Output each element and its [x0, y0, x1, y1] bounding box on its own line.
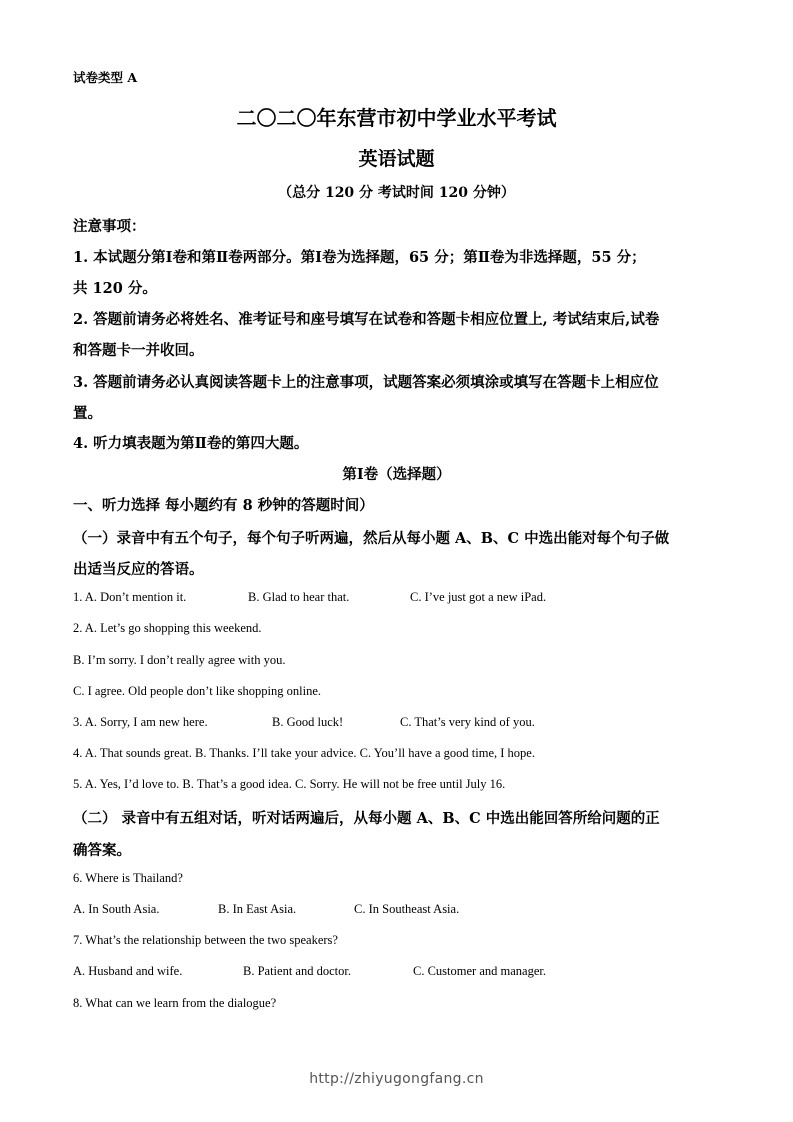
notice-item-2-line-1: 2. 答题前请务必将姓名、准考证号和座号填写在试卷和答题卡相应位置上, 考试结束后,试卷 — [73, 311, 660, 328]
question-5: 5. A. Yes, I’d love to. B. That’s a good idea. C. Sorry. He will not be free until July 16. — [73, 777, 506, 791]
part-1-instruction-line-2: 出适当反应的答语。 — [73, 561, 204, 578]
paper-type-label: 试卷类型 A — [73, 70, 138, 85]
q1-option-a: 1. A. Don’t mention it. — [73, 590, 187, 604]
notice-item-4: 4. 听力填表题为第Ⅱ卷的第四大题。 — [73, 435, 309, 452]
part-1-instruction-line-1: （一）录音中有五个句子，每个句子听两遍，然后从每小题 A、B、C 中选出能对每个句子做 — [73, 530, 670, 547]
q3-option-b: B. Good luck! — [272, 715, 344, 729]
question-7: 7. What’s the relationship between the two speakers? — [73, 933, 338, 947]
q2-option-a: 2. A. Let’s go shopping this weekend. — [73, 621, 262, 635]
question-7-options — [73, 964, 546, 979]
notice-item-3-line-2: 置。 — [73, 405, 102, 422]
notice-item-1-line-1: 1. 本试题分第Ⅰ卷和第Ⅱ卷两部分。第Ⅰ卷为选择题，65 分；第Ⅱ卷为非选择题，55 分； — [73, 249, 646, 266]
q6-option-b: B. In East Asia. — [218, 902, 297, 916]
notice-heading: 注意事项： — [73, 218, 146, 235]
q7-option-a: A. Husband and wife. — [73, 964, 183, 978]
question-6: 6. Where is Thailand? — [73, 871, 183, 885]
q6-option-c: C. In Southeast Asia. — [354, 902, 460, 916]
part-2-instruction-line-2: 确答案。 — [73, 842, 131, 859]
question-1 — [73, 590, 547, 605]
notice-item-2-line-2: 和答题卡一并收回。 — [73, 342, 204, 359]
exam-subtitle: 英语试题 — [358, 148, 435, 170]
q1-option-c: C. I’ve just got a new iPad. — [410, 590, 547, 604]
exam-title: 二〇二〇年东营市初中学业水平考试 — [236, 106, 557, 130]
notice-item-1-line-2: 共 120 分。 — [73, 280, 157, 297]
q7-option-c: C. Customer and manager. — [413, 964, 546, 978]
volume-title: 第Ⅰ卷（选择题） — [342, 466, 451, 483]
q7-option-b: B. Patient and doctor. — [243, 964, 351, 978]
q3-option-c: C. That’s very kind of you. — [400, 715, 535, 729]
question-4: 4. A. That sounds great. B. Thanks. I’ll take your advice. C. You’ll have a good time, I hope. — [73, 746, 535, 760]
footer-url[interactable]: http://zhiyugongfang.cn — [309, 1071, 484, 1087]
question-3 — [73, 715, 535, 730]
notice-item-3-line-1: 3. 答题前请务必认真阅读答题卡上的注意事项，试题答案必须填涂或填写在答题卡上相应位 — [73, 374, 659, 391]
q3-option-a: 3. A. Sorry, I am new here. — [73, 715, 208, 729]
question-8: 8. What can we learn from the dialogue? — [73, 996, 277, 1010]
section-1-title: 一、听力选择 每小题约有 8 秒钟的答题时间） — [73, 497, 374, 514]
q2-option-c: C. I agree. Old people don’t like shopping online. — [73, 684, 321, 698]
part-2-instruction-line-1: （二） 录音中有五组对话，听对话两遍后，从每小题 A、B、C 中选出能回答所给问题的正 — [73, 810, 660, 827]
q6-option-a: A. In South Asia. — [73, 902, 160, 916]
q2-option-b: B. I’m sorry. I don’t really agree with you. — [73, 653, 286, 667]
score-info: （总分 120 分 考试时间 120 分钟） — [278, 185, 515, 201]
q1-option-b: B. Glad to hear that. — [248, 590, 350, 604]
question-6-options — [73, 902, 460, 917]
